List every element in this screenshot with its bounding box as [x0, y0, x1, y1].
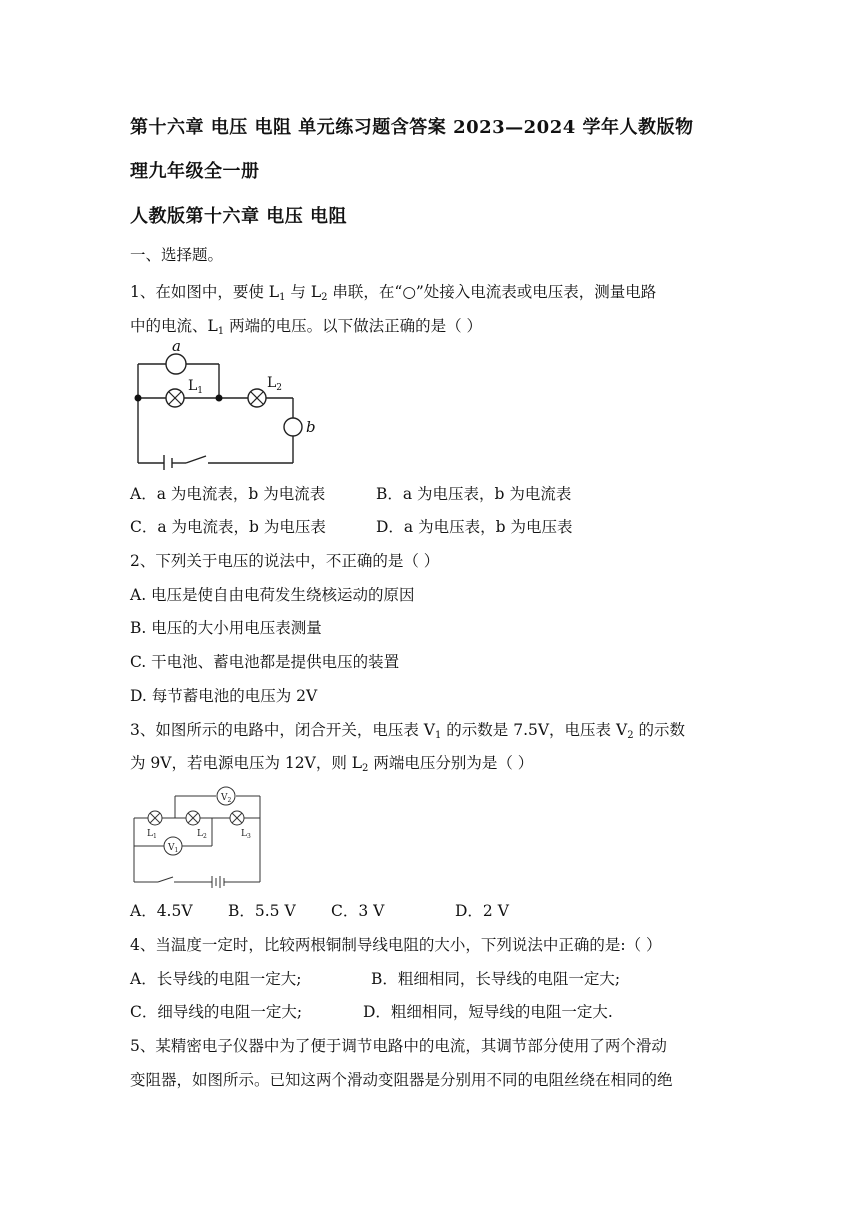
q1-text: 串联，在“○”处接入电流表或电压表，测量电路: [327, 283, 657, 301]
label-l1: $L_1$: [188, 378, 204, 396]
q2-option-a: A. 电压是使自由电荷发生绕核运动的原因: [130, 586, 415, 604]
label-l2: $L_2$: [267, 375, 283, 393]
doc-title-line-1: 第十六章 电压 电阻 单元练习题含答案 2023—2024 学年人教版物: [130, 117, 694, 138]
junction-dot: [216, 395, 223, 402]
q3-text: 的示数: [633, 721, 685, 739]
section-heading: 一、选择题。: [130, 246, 224, 264]
lamp-l1-icon: [148, 811, 162, 825]
junction-dot: [135, 395, 142, 402]
q2-option-b: B. 电压的大小用电压表测量: [130, 619, 322, 637]
q1-option-c: C．a 为电流表，b 为电压表: [130, 518, 326, 536]
subscript: 1: [279, 292, 286, 303]
q3-option-b: B．5.5 V: [228, 902, 296, 920]
q3-text: 3、如图所示的电路中，闭合开关，电压表 V: [130, 721, 435, 739]
lamp-l3-label: $L_3$: [241, 829, 251, 840]
q3-option-a: A．4.5V: [130, 902, 193, 920]
subscript: 2: [321, 292, 328, 303]
q4-option-a: A．长导线的电阻一定大;: [130, 970, 302, 988]
q1-text: 两端的电压。以下做法正确的是（ ）: [224, 317, 483, 335]
q1-stem-line-1: [130, 282, 656, 308]
q3-option-d: D．2 V: [455, 902, 509, 920]
q3-option-c: C．3 V: [331, 902, 385, 920]
q5-stem-line-1: 5、某精密电子仪器中为了便于调节电路中的电流，其调节部分使用了两个滑动: [130, 1037, 667, 1055]
q4-stem: 4、当温度一定时，比较两根铜制导线电阻的大小，下列说法中正确的是:（ ）: [130, 936, 662, 954]
doc-title-line-2: 理九年级全一册: [130, 161, 260, 182]
q1-option-b: B．a 为电压表，b 为电流表: [376, 485, 572, 503]
voltmeter-v2-label: $V_2$: [221, 793, 232, 804]
q4-option-d: D．粗细相同，短导线的电阻一定大.: [363, 1003, 613, 1021]
lamp-l2-icon: [186, 811, 200, 825]
q2-option-d: D. 每节蓄电池的电压为 2V: [130, 687, 318, 705]
q3-circuit-diagram: [128, 782, 268, 888]
q1-text: 中的电流、L: [130, 317, 218, 335]
meter-b-icon: [284, 418, 302, 436]
q1-text: 与 L: [285, 283, 322, 301]
lamp-l2-label: $L_2$: [197, 829, 207, 840]
q4-option-c: C．细导线的电阻一定大;: [130, 1003, 303, 1021]
q3-stem-line-2: [130, 753, 533, 779]
voltmeter-v1-label: $V_1$: [168, 843, 179, 854]
q3-text: 的示数是 7.5V，电压表 V: [441, 721, 628, 739]
subscript: 1: [217, 326, 225, 337]
q2-option-c: C. 干电池、蓄电池都是提供电压的装置: [130, 653, 400, 671]
q1-option-d: D．a 为电压表，b 为电压表: [376, 518, 573, 536]
q4-option-b: B．粗细相同，长导线的电阻一定大;: [371, 970, 621, 988]
q1-option-a: A．a 为电流表，b 为电流表: [130, 485, 326, 503]
q5-stem-line-2: 变阻器，如图所示。已知这两个滑动变阻器是分别用不同的电阻丝绕在相同的绝: [130, 1071, 673, 1089]
q3-text: 两端电压分别为是（ ）: [368, 754, 534, 772]
q3-text: 为 9V，若电源电压为 12V，则 L: [130, 754, 363, 772]
doc-subtitle: 人教版第十六章 电压 电阻: [130, 206, 348, 227]
meter-a-icon: [166, 354, 186, 374]
lamp-l2-icon: [248, 389, 266, 407]
lamp-l1-icon: [166, 389, 184, 407]
lamp-l1-label: $L_1$: [147, 829, 157, 840]
label-b: b: [306, 418, 316, 436]
q3-stem-line-1: [130, 720, 685, 746]
lamp-l3-icon: [230, 811, 244, 825]
q2-stem: 2、下列关于电压的说法中，不正确的是（ ）: [130, 552, 440, 570]
q1-text: 1、在如图中，要使 L: [130, 283, 280, 301]
subscript: 2: [362, 763, 369, 774]
subscript: 2: [627, 730, 634, 741]
label-a: a: [172, 338, 181, 355]
subscript: 1: [434, 730, 442, 741]
q1-circuit-diagram: [128, 338, 328, 470]
